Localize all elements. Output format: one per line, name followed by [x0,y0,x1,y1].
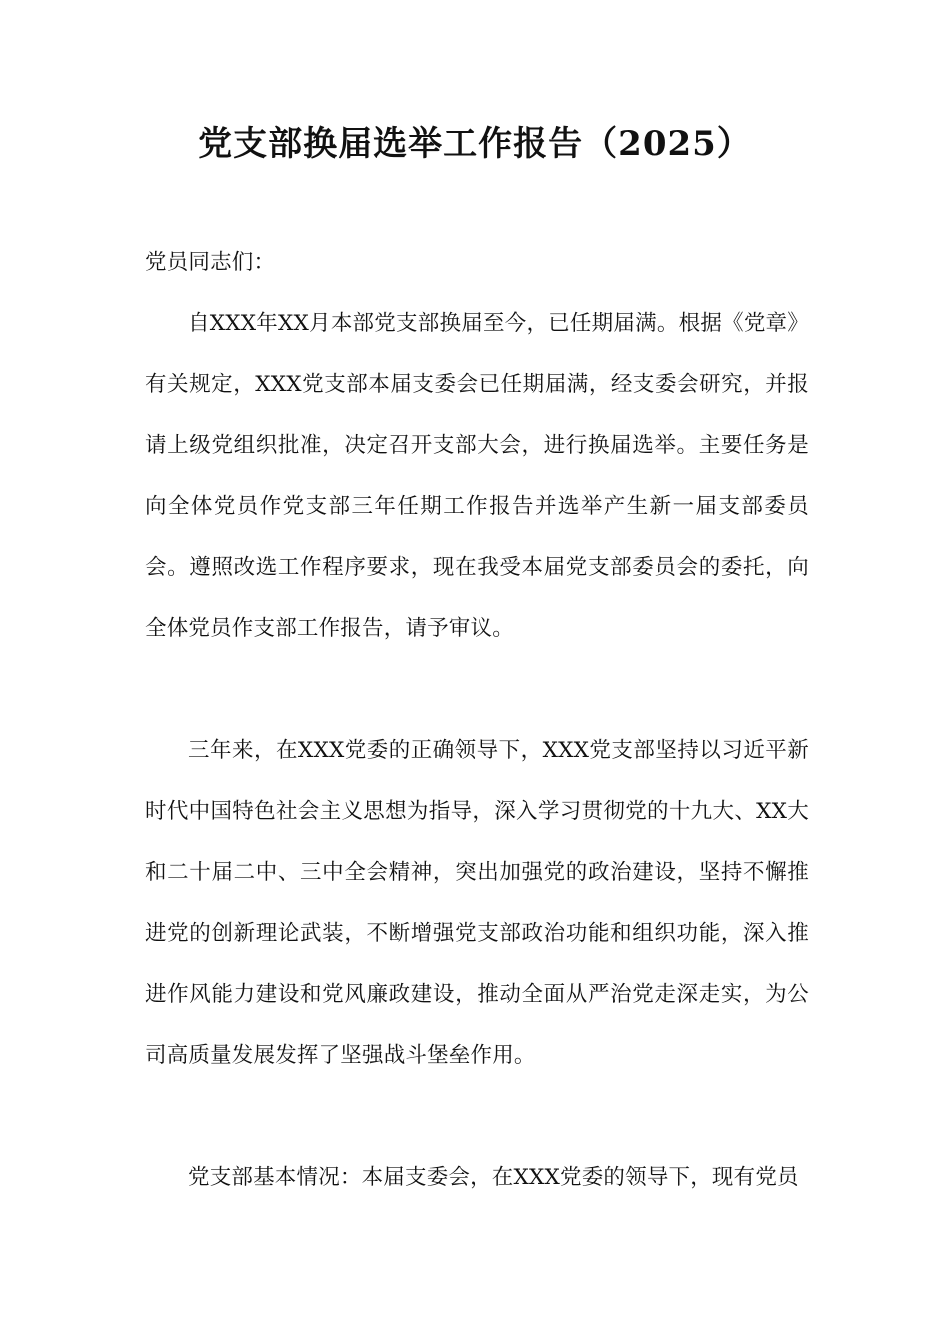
document-title: 党支部换届选举工作报告（2025） [198,124,752,164]
paragraph-basic-situation: 党支部基本情况：本届支委会，在XXX党委的领导下，现有党员 [188,1165,799,1190]
paragraph-achievements: 三年来，在XXX党委的正确领导下，XXX党支部坚持以习近平新时代中国特色社会主义思想为指导，深入学习贯彻党的十九大、XX大和二十届二中、三中全会精神，突出加强党的政治建设，坚持不懈推进党的创新理论武装，不断增强党支部政治功能和组织功能，深入推进作风能力建设和党风廉政建设，推动全面从严治党走深走实，为公司高质量发展发挥了坚强战斗堡垒作用。 [145,738,809,1068]
greeting-line: 党员同志们： [145,250,276,275]
paragraph-intro: 自XXX年XX月本部党支部换届至今，已任期届满。根据《党章》有关规定，XXX党支部本届支委会已任期届满，经支委会研究，并报请上级党组织批准，决定召开支部大会，进行换届选举。主要任务是向全体党员作党支部三年任期工作报告并选举产生新一届支部委员会。遵照改选工作程序要求，现在我受本届党支部委员会的委托，向全体党员作支部工作报告，请予审议。 [145,311,809,641]
